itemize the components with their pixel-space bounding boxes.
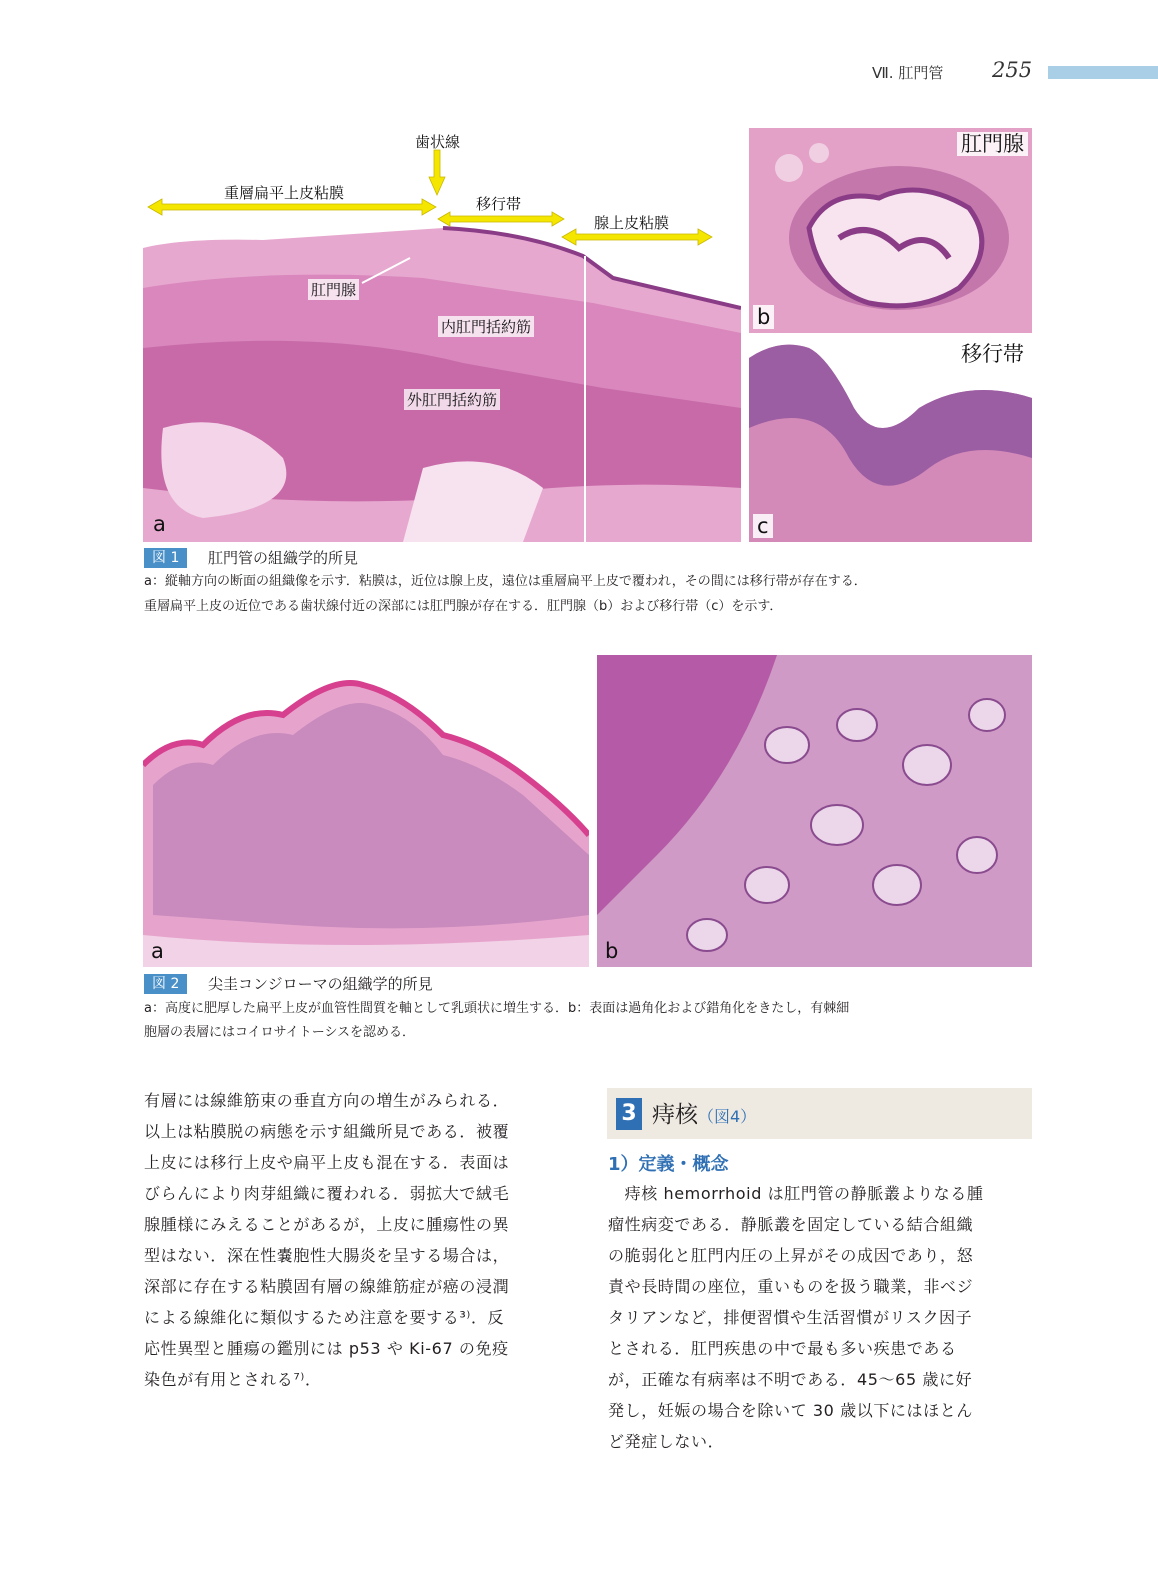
figure2-caption-line2: 胞層の表層にはコイロサイトーシスを認める．: [144, 1025, 416, 1040]
figure1-panel-b-title: 肛門腺: [957, 132, 1028, 156]
annotation-glandular-mucosa: 腺上皮粘膜: [594, 214, 670, 232]
figure1-panel-b-image: [749, 128, 1032, 333]
left-line: 有層には線維筋束の垂直方向の増生がみられる．: [144, 1091, 510, 1110]
left-line: 上皮には移行上皮や扁平上皮も混在する．表面は: [144, 1153, 510, 1172]
right-line: 責や長時間の座位，重いものを扱う職業，非ベジ: [608, 1277, 974, 1296]
left-line: 腺腫様にみえることがあるが，上皮に腫瘍性の異: [144, 1215, 510, 1234]
right-line: 瘤性病変である．静脈叢を固定している結合組織: [608, 1215, 974, 1234]
annotation-dentate-line: 歯状線: [415, 133, 461, 151]
figure1-caption-line2: 重層扁平上皮の近位である歯状線付近の深部には肛門腺が存在する．肛門腺（b）および移行帯（c）を示す．: [144, 599, 783, 614]
figure1-panel-c-title: 移行帯: [957, 342, 1028, 366]
left-column-text: [144, 1085, 584, 1395]
header-accent-bar: [1048, 66, 1158, 79]
figure1-panel-a-label: a: [153, 512, 166, 536]
figure1-caption-title: 肛門管の組織学的所見: [208, 549, 359, 567]
figure2-caption-line1: a：高度に肥厚した扁平上皮が血管性間質を軸として乳頭状に増生する．b：表面は過角化および錯角化をきたし，有棘細: [144, 1001, 850, 1016]
section-title-text: 痔核: [652, 1102, 698, 1128]
left-line: 以上は粘膜脱の病態を示す組織所見である．被覆: [144, 1122, 510, 1141]
figure2-panel-a: [143, 655, 589, 967]
subsection-heading: 1）定義・概念: [608, 1154, 729, 1175]
left-line: 染色が有用とされる⁷⁾．: [144, 1370, 322, 1389]
annotation-internal-sphincter: 内肛門括約筋: [438, 316, 534, 337]
figure1-panel-c-image: [749, 338, 1032, 542]
annotation-anal-gland: 肛門腺: [308, 279, 359, 300]
chapter-title: Ⅶ. 肛門管: [872, 64, 944, 82]
figure2-panel-a-image: [143, 655, 589, 967]
figure2-panel-b-label: b: [605, 939, 619, 963]
annotation-external-sphincter: 外肛門括約筋: [404, 389, 500, 410]
right-line: が，正確な有病率は不明である．45〜65 歳に好: [608, 1370, 973, 1389]
figure2-caption-title: 尖圭コンジローマの組織学的所見: [208, 975, 433, 993]
left-line: 型はない．深在性嚢胞性大腸炎を呈する場合は，: [144, 1246, 510, 1265]
left-line: びらんにより肉芽組織に覆われる．弱拡大で絨毛: [144, 1184, 510, 1203]
left-line: による線維化に類似するため注意を要する³⁾．反: [144, 1308, 505, 1327]
left-line: 応性異型と腫瘍の鑑別には p53 や Ki-67 の免疫: [144, 1339, 509, 1358]
figure2-panel-a-label: a: [151, 939, 164, 963]
right-line: ど発症しない．: [608, 1432, 725, 1451]
figure1-panel-b-label: b: [753, 305, 774, 329]
right-line: タリアンなど，排便習慣や生活習慣がリスク因子: [608, 1308, 973, 1327]
figure2-panel-b: [597, 655, 1032, 967]
left-line: 深部に存在する粘膜固有層の線維筋症が癌の浸潤: [144, 1277, 510, 1296]
annotation-squamous-mucosa: 重層扁平上皮粘膜: [224, 184, 345, 202]
section-title: [652, 1096, 756, 1129]
right-line: の脆弱化と肛門内圧の上昇がその成因であり，怒: [608, 1246, 974, 1265]
figure1-badge: 図 1: [144, 548, 187, 568]
right-column-text: [608, 1178, 1038, 1457]
figure2-panel-b-image: [597, 655, 1032, 967]
page-number: 255: [992, 58, 1033, 82]
figure2-badge: 図 2: [144, 974, 187, 994]
right-line: 痔核 hemorrhoid は肛門管の静脈叢よりなる腫: [608, 1184, 984, 1203]
figure1-panel-c: [749, 338, 1032, 542]
annotation-transition-zone: 移行帯: [476, 195, 522, 213]
figure1-panel-b: [749, 128, 1032, 333]
section-number: 3: [616, 1098, 642, 1130]
right-line: 発し，妊娠の場合を除いて 30 歳以下にはほとん: [608, 1401, 973, 1420]
figure1-panel-c-label: c: [753, 514, 773, 538]
figure-reference-link[interactable]: （図4）: [698, 1107, 757, 1126]
figure1-caption-line1: a：縦軸方向の断面の組織像を示す．粘膜は，近位は腺上皮，遠位は重層扁平上皮で覆われ，その間には移行帯が存在する．: [144, 574, 867, 589]
right-line: とされる．肛門疾患の中で最も多い疾患である: [608, 1339, 957, 1358]
